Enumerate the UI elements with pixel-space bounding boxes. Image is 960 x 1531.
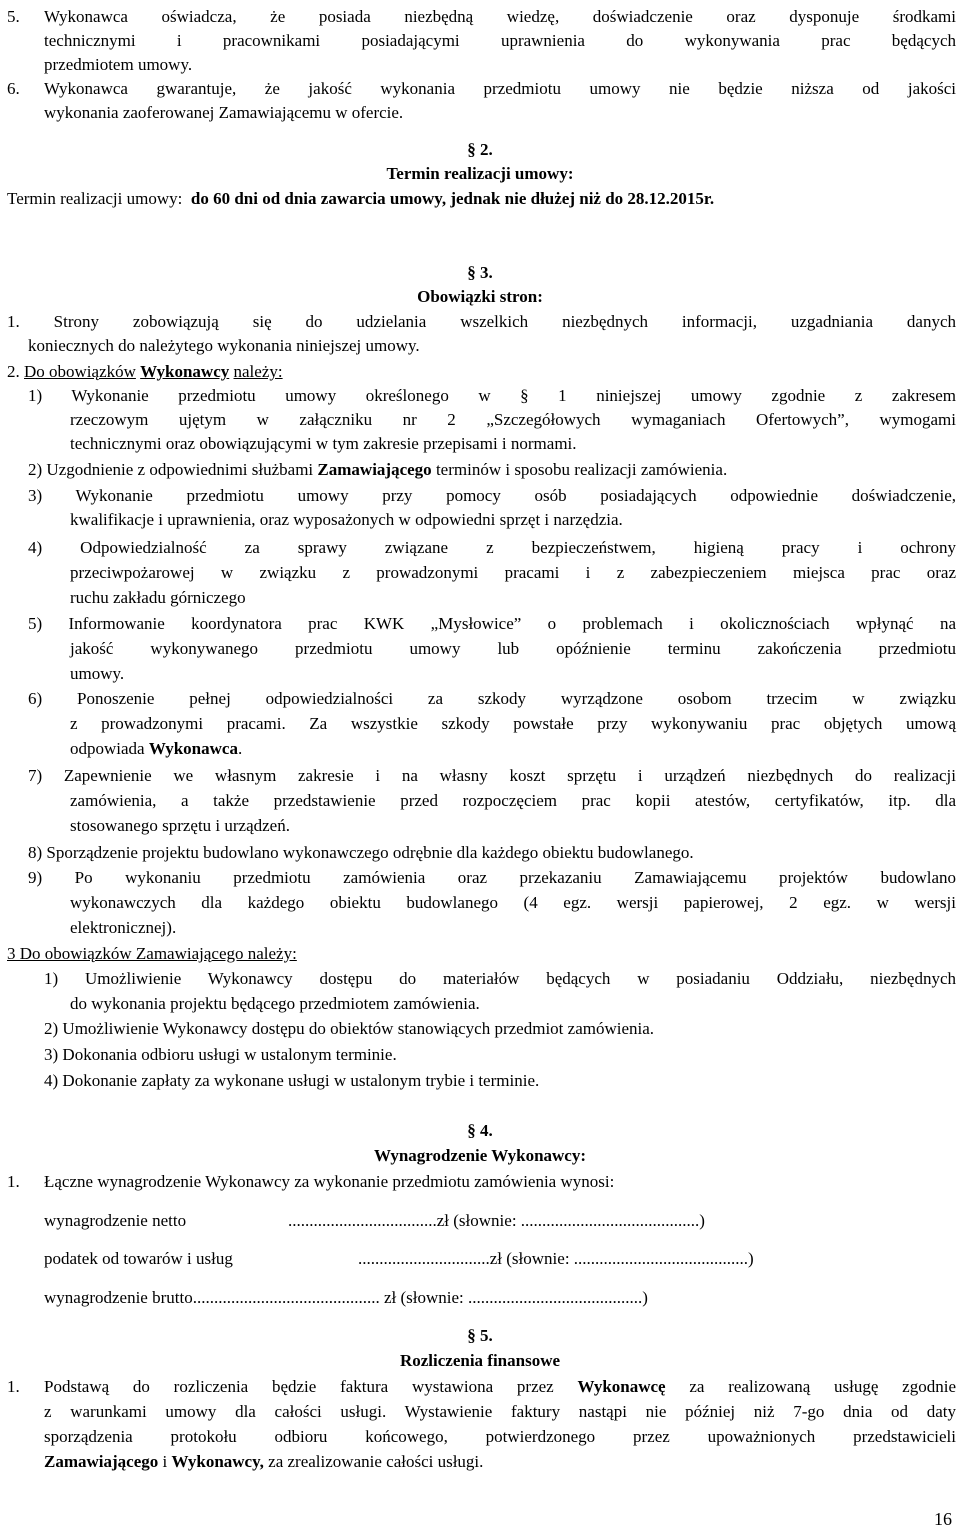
list-item-line: kwalifikacje i uprawnienia, oraz wyposażonych w odpowiedni sprzęt i narzędzia. <box>70 510 623 529</box>
list-item-line: 4) Odpowiedzialność za sprawy związane z bezpieczeństwem, higieną pracy i ochrony <box>28 538 956 557</box>
section-heading: § 4. <box>467 1121 493 1140</box>
list-item-line: 6) Ponoszenie pełnej odpowiedzialności za szkody wyrządzone osobom trzecim w związku <box>28 689 956 708</box>
paragraph-line: Wykonawca gwarantuje, że jakość wykonania przedmiotu umowy nie będzie niższa od jakości <box>44 79 956 98</box>
list-item-line: przeciwpożarowej w związku z prowadzonymi pracami i z zabezpieczeniem miejsca prac oraz <box>70 563 956 582</box>
list-item-line: odpowiada Wykonawca. <box>70 739 243 758</box>
brutto-line <box>44 1286 648 1310</box>
paragraph-line: 1. Strony zobowiązują się do udzielania wszelkich niezbędnych informacji, uzgadniania danych <box>7 312 956 331</box>
section-title: Wynagrodzenie Wykonawcy: <box>373 1146 587 1165</box>
section-title: Obowiązki stron: <box>417 287 543 306</box>
item-number: 1. <box>7 1172 20 1191</box>
paragraph-line: 2. Do obowiązków Wykonawcy należy: <box>7 362 283 381</box>
list-item-line: technicznymi oraz obowiązującymi w tym zakresie przepisami i normami. <box>70 434 577 453</box>
item-number: 1. <box>7 1377 20 1396</box>
list-item-line: 3) Dokonania odbioru usługi w ustalonym terminie. <box>44 1045 397 1064</box>
list-item-line: jakość wykonywanego przedmiotu umowy lub opóźnienie terminu zakończenia przedmiotu <box>70 639 956 658</box>
item-number: 6. <box>7 79 20 98</box>
section-heading: § 5. <box>467 1326 493 1345</box>
brutto-label: wynagrodzenie brutto <box>44 1288 193 1307</box>
paragraph-line: wykonania zaoferowanej Zamawiającemu w ofercie. <box>44 103 404 122</box>
section-title: Termin realizacji umowy: <box>386 164 574 183</box>
brutto-value: ............................................ zł (słownie: .........................................) <box>192 1288 648 1307</box>
paragraph-line: Zamawiającego i Wykonawcy, za zrealizowanie całości usługi. <box>44 1452 484 1471</box>
list-item-line: 8) Sporządzenie projektu budowlano wykonawczego odrębnie dla każdego obiektu budowlanego. <box>28 843 694 862</box>
paragraph-line: 3 Do obowiązków Zamawiającego należy: <box>7 944 297 963</box>
list-item-line: 3) Wykonanie przedmiotu umowy przy pomocy osób posiadających odpowiednie doświadczenie, <box>28 486 956 505</box>
section-title: Rozliczenia finansowe <box>399 1351 561 1370</box>
list-item-line: 7) Zapewnienie we własnym zakresie i na własny koszt sprzętu i urządzeń niezbędnych do realizacji <box>28 766 956 785</box>
list-item-line: rzeczowym ujętym w załączniku nr 2 „Szczegółowych wymaganiach Ofertowych”, wymogami <box>70 410 956 429</box>
term-line <box>7 187 714 211</box>
list-item-line: 1) Wykonanie przedmiotu umowy określonego w § 1 niniejszej umowy zgodnie z zakresem <box>28 386 956 405</box>
page-number: 16 <box>934 1509 952 1529</box>
list-item-line: 1) Umożliwienie Wykonawcy dostępu do materiałów będących w posiadaniu Oddziału, niezbędnych <box>44 969 956 988</box>
paragraph-line: Łączne wynagrodzenie Wykonawcy za wykonanie przedmiotu zamówienia wynosi: <box>44 1172 615 1191</box>
term-label: Termin realizacji umowy: <box>7 189 183 208</box>
paragraph-line: technicznymi i pracownikami posiadającymi uprawnienia do wykonywania prac będących <box>44 31 956 50</box>
list-item-line: 2) Uzgodnienie z odpowiednimi służbami Zamawiającego terminów i sposobu realizacji zamówienia. <box>28 460 728 479</box>
vat-value: ...............................zł (słownie: .........................................) <box>358 1249 754 1268</box>
paragraph-line: Wykonawca oświadcza, że posiada niezbędną wiedzę, doświadczenie oraz dysponuje środkami <box>44 7 956 26</box>
paragraph-line: koniecznych do należytego wykonania niniejszej umowy. <box>28 336 420 355</box>
paragraph-line: z warunkami umowy dla całości usługi. Wystawienie faktury nastąpi nie później niż 7-go dnia od daty <box>44 1402 956 1421</box>
list-item-line: wykonawczych dla każdego obiektu budowlanego (4 egz. wersji papierowej, 2 egz. w wersji <box>70 893 956 912</box>
section-heading: § 3. <box>467 263 493 282</box>
netto-value: ...................................zł (słownie: ..........................................) <box>288 1211 705 1230</box>
paragraph-line: Podstawą do rozliczenia będzie faktura wystawiona przez Wykonawcę za realizowaną usługę zgodnie <box>44 1377 957 1396</box>
list-item-line: do wykonania projektu będącego przedmiotem zamówienia. <box>70 994 480 1013</box>
list-item-line: z prowadzonymi pracami. Za wszystkie szkody powstałe przy wykonywaniu prac objętych umową <box>70 714 956 733</box>
list-item-line: elektronicznej). <box>70 918 177 937</box>
list-item-line: 4) Dokonanie zapłaty za wykonane usługi w ustalonym trybie i terminie. <box>44 1071 540 1090</box>
list-item-line: ruchu zakładu górniczego <box>70 588 246 607</box>
netto-label: wynagrodzenie netto <box>44 1211 187 1230</box>
list-item-line: 2) Umożliwienie Wykonawcy dostępu do obiektów stanowiących przedmiot zamówienia. <box>44 1019 655 1038</box>
vat-label: podatek od towarów i usług <box>44 1249 233 1268</box>
paragraph-line: przedmiotem umowy. <box>44 55 193 74</box>
list-item-line: zamówienia, a także przedstawienie przed rozpoczęciem prac kopii atestów, certyfikatów, itp. dla <box>70 791 956 810</box>
list-item-line: stosowanego sprzętu i urządzeń. <box>70 816 290 835</box>
item-number: 5. <box>7 7 20 26</box>
section-heading: § 2. <box>467 140 493 159</box>
list-item-line: 9) Po wykonaniu przedmiotu zamówienia oraz przekazaniu Zamawiającemu projektów budowlano <box>28 868 956 887</box>
list-item-line: 5) Informowanie koordynatora prac KWK „Mysłowice” o problemach i okolicznościach wpłynąć na <box>28 614 956 633</box>
paragraph-line: sporządzenia protokołu odbioru końcowego, potwierdzonego przez upoważnionych przedstawicieli <box>44 1427 956 1446</box>
term-value: do 60 dni od dnia zawarcia umowy, jednak nie dłużej niż do 28.12.2015r. <box>190 189 715 208</box>
list-item-line: umowy. <box>70 664 125 683</box>
